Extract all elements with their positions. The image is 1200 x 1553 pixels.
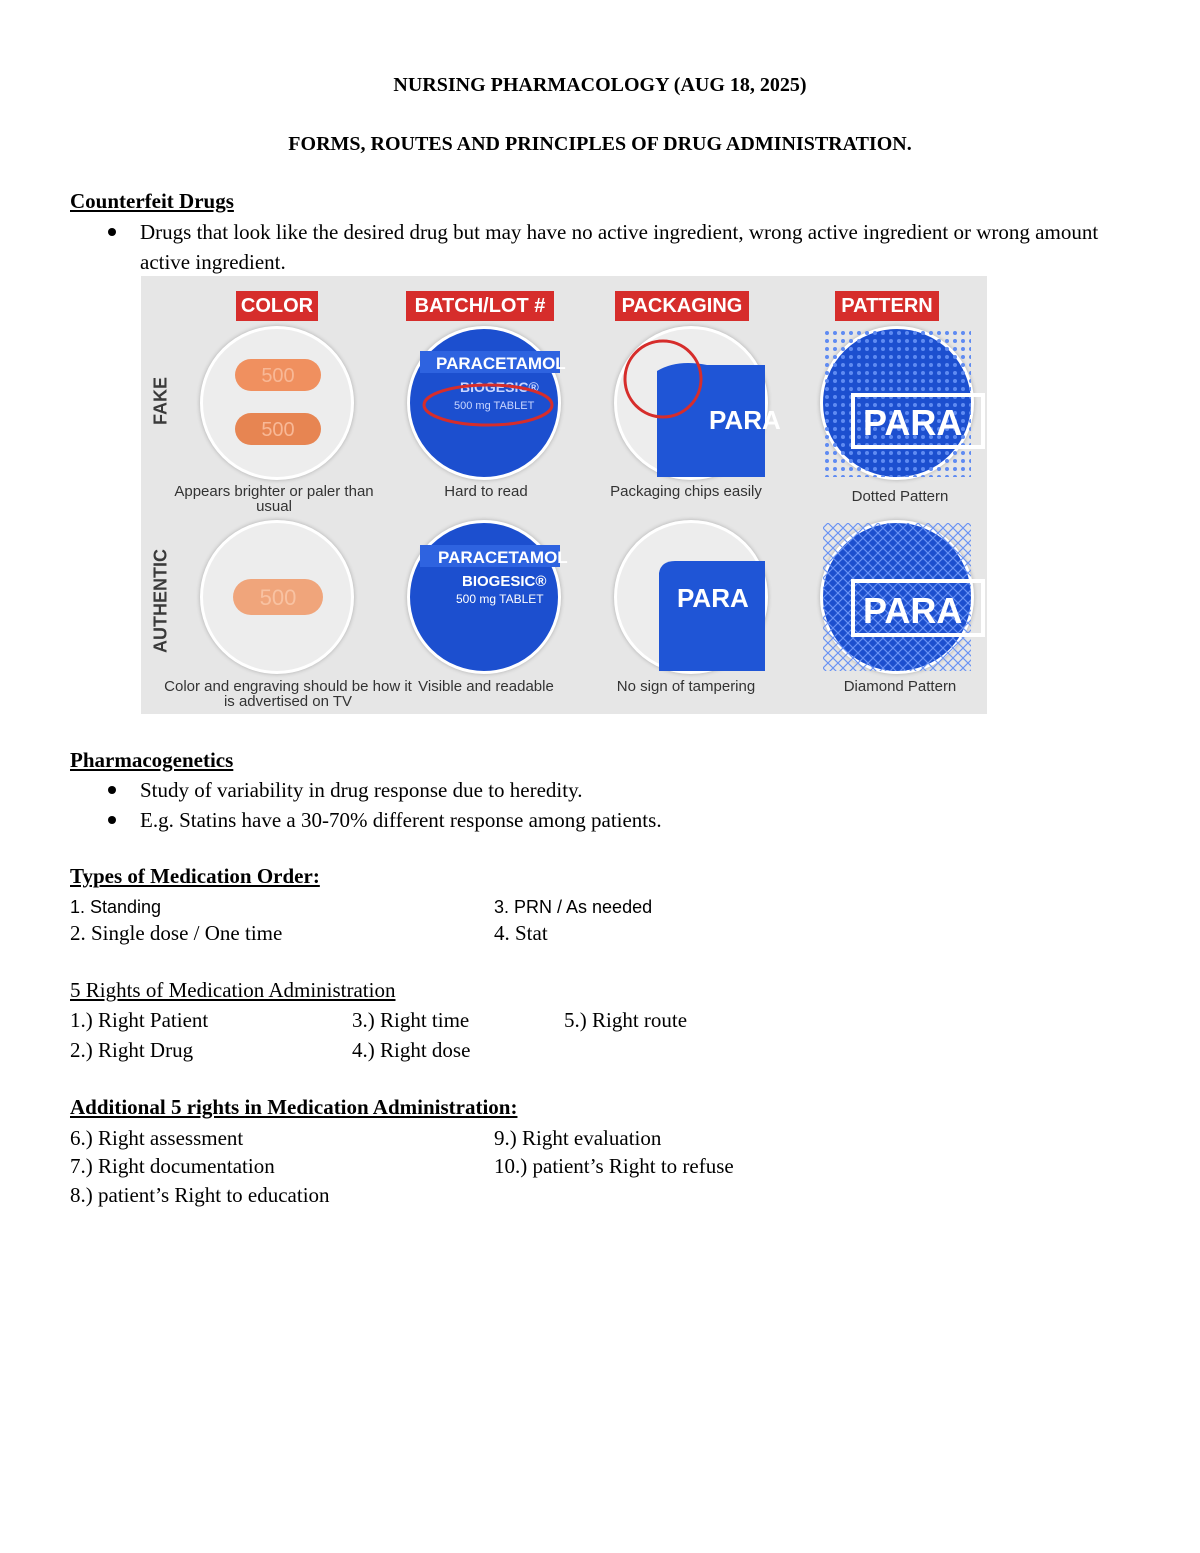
column-label-pattern: PATTERN bbox=[835, 291, 939, 321]
fake-color-caption: Appears brighter or paler than usual bbox=[174, 483, 374, 515]
bullet-icon bbox=[108, 228, 116, 236]
svg-text:500: 500 bbox=[261, 365, 295, 387]
authentic-batch-caption: Visible and readable bbox=[418, 678, 554, 695]
list-item: E.g. Statins have a 30-70% different response among patients. bbox=[105, 805, 1105, 835]
fake-color-pills-image bbox=[200, 326, 354, 480]
fake-packaging-image bbox=[614, 326, 781, 480]
order-type-stat: 4. Stat bbox=[494, 921, 548, 945]
right-documentation: 7.) Right documentation bbox=[70, 1154, 275, 1178]
svg-text:500 mg TABLET: 500 mg TABLET bbox=[454, 400, 535, 412]
document-subtitle: FORMS, ROUTES AND PRINCIPLES OF DRUG ADMINISTRATION. bbox=[288, 133, 912, 155]
document-title: NURSING PHARMACOLOGY (AUG 18, 2025) bbox=[393, 74, 807, 96]
right-dose: 4.) Right dose bbox=[352, 1038, 471, 1062]
column-label-color: COLOR bbox=[236, 291, 318, 321]
order-type-single-dose: 2. Single dose / One time bbox=[70, 921, 283, 945]
right-assessment: 6.) Right assessment bbox=[70, 1126, 244, 1150]
svg-text:PARACETAMOL: PARACETAMOL bbox=[438, 548, 568, 567]
counterfeit-heading: Counterfeit Drugs bbox=[70, 189, 234, 213]
list-item: Drugs that look like the desired drug but may have no active ingredient, wrong active ingredient or wrong amount active ingredient. bbox=[105, 217, 1105, 277]
svg-text:500: 500 bbox=[261, 419, 295, 441]
order-types-heading: Types of Medication Order: bbox=[70, 864, 320, 888]
authentic-pattern-diamond-image bbox=[820, 520, 974, 674]
bullet-icon bbox=[108, 816, 116, 824]
svg-text:BIOGESIC®: BIOGESIC® bbox=[462, 573, 547, 590]
right-evaluation: 9.) Right evaluation bbox=[494, 1126, 662, 1150]
fake-pattern-dotted-image bbox=[820, 326, 974, 480]
column-label-packaging: PACKAGING bbox=[615, 291, 749, 321]
svg-text:PARA: PARA bbox=[677, 583, 749, 613]
order-type-prn: 3. PRN / As needed bbox=[494, 897, 653, 917]
authentic-packaging-caption: No sign of tampering bbox=[616, 678, 756, 695]
authentic-packaging-image bbox=[614, 520, 768, 674]
authentic-batch-blister-image bbox=[407, 520, 568, 674]
authentic-color-pill-image bbox=[200, 520, 354, 674]
column-label-batch: BATCH/LOT # bbox=[406, 291, 554, 321]
right-drug: 2.) Right Drug bbox=[70, 1038, 194, 1062]
fake-packaging-caption: Packaging chips easily bbox=[610, 483, 762, 500]
authentic-pattern-caption: Diamond Pattern bbox=[843, 678, 957, 695]
right-time: 3.) Right time bbox=[352, 1008, 470, 1032]
pharmacogenetics-heading: Pharmacogenetics bbox=[70, 748, 234, 772]
pharmacogenetics-list bbox=[105, 775, 1105, 835]
authentic-color-caption: Color and engraving should be how it is advertised on TV bbox=[164, 678, 412, 710]
order-type-standing: 1. Standing bbox=[70, 897, 162, 917]
fake-batch-caption: Hard to read bbox=[444, 483, 528, 500]
additional-rights-heading: Additional 5 rights in Medication Administration: bbox=[70, 1095, 518, 1119]
row-label-authentic: AUTHENTIC bbox=[150, 549, 171, 653]
svg-text:PARA: PARA bbox=[863, 590, 963, 631]
counterfeit-list bbox=[105, 217, 1105, 277]
right-to-refuse: 10.) patient’s Right to refuse bbox=[494, 1154, 734, 1178]
fake-pattern-caption: Dotted Pattern bbox=[851, 488, 949, 505]
right-to-education: 8.) patient’s Right to education bbox=[70, 1183, 330, 1207]
svg-text:500 mg TABLET: 500 mg TABLET bbox=[456, 592, 544, 606]
svg-text:PARA: PARA bbox=[863, 402, 963, 443]
list-item: Study of variability in drug response due to heredity. bbox=[105, 775, 1105, 805]
right-patient: 1.) Right Patient bbox=[70, 1008, 209, 1032]
fake-batch-blister-image bbox=[407, 326, 566, 480]
svg-text:PARA: PARA bbox=[709, 405, 781, 435]
svg-text:PARACETAMOL: PARACETAMOL bbox=[436, 354, 566, 373]
five-rights-heading: 5 Rights of Medication Administration bbox=[70, 978, 396, 1002]
right-route: 5.) Right route bbox=[564, 1008, 688, 1032]
svg-text:BIOGESIC®: BIOGESIC® bbox=[460, 379, 539, 395]
counterfeit-infographic bbox=[141, 276, 987, 714]
bullet-icon bbox=[108, 786, 116, 794]
row-label-fake: FAKE bbox=[150, 376, 171, 426]
svg-text:500: 500 bbox=[259, 585, 297, 610]
